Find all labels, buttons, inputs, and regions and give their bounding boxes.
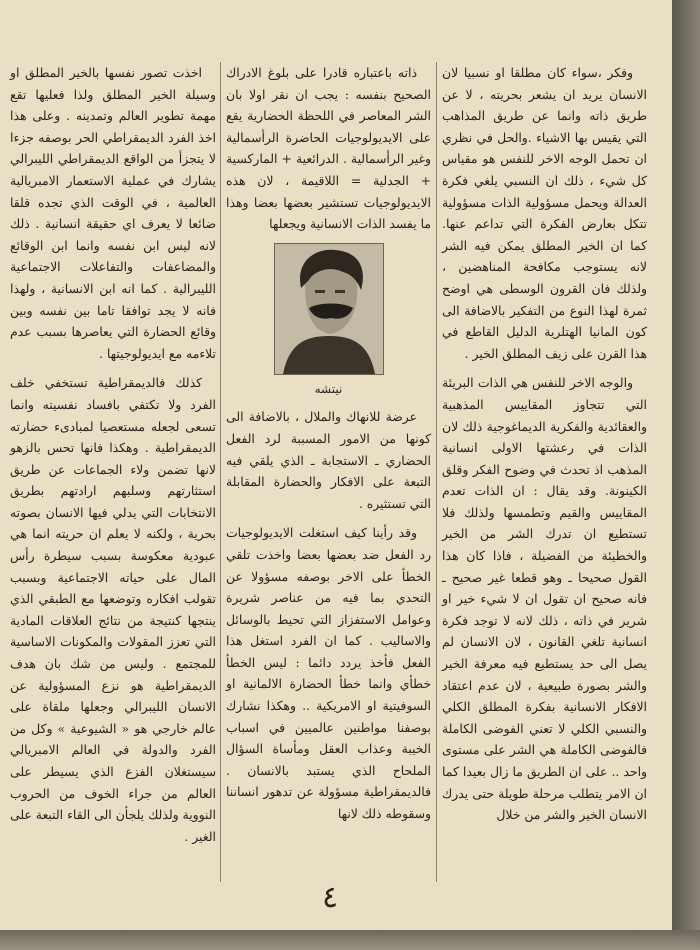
paragraph: وفكر ،سواء كان مطلقا او نسبيا لان الانسان يريد ان يشعر بحريته ، لا عن طريق ذاته وانما عن طريق المذاهب التي يقيس بها الاشياء .والحل في نظري ان تحمل الوجه الاخر للنفس هو مقياس كل شيء ، ذلك ان النسبي يلغي فكرة العدالة ويحمل مسؤولية الذات مسؤولية تتكل بعارض الفكرة التي تداعم عنها. كما ان الخير المطلق يمكن فيه الشر لانه يستوجب مكافحة المناهضين ، ولذلك فان القرون الوسطى هي اوضح ثمرة لهذا النوع من التفكير بالاضافة الى كون المانيا الهتلرية الدليل القاطع في هذا القرن على زيف المطلق الخير . — [442, 65, 647, 361]
column-right — [442, 62, 647, 834]
scan-edge-right — [672, 0, 700, 950]
column-divider — [220, 62, 221, 882]
paragraph: اخذت تصور نفسها بالخير المطلق او وسيلة الخير المطلق ولذا فعليها تقع مهمة تطوير العالم وتمدينه . وعلى هذا اخذ الفرد الديمقراطي الحر بوصفه جزءا لا يتجزأ من الواقع الديمقراطي الليبرالي يشارك في عملية الاستعمار الامبريالية العالمية ، في الوقت الذي تجده قلقا ضائعا لا يعرف اي حقيقة انسانية . ذلك لانه ليس ابن نفسه وانما ابن الوقائع والمضاعفات والتفاعلات الاجتماعية الليبرالية . كما انه ابن الانسانية ، ولهذا فانه لا يجد توافقا تاما بين نفسه وبين وقائع الحضارة التي يعاصرها بسبب عدم تلاءمه مع ايديولوجيتها . — [10, 65, 216, 361]
paragraph: كذلك فالديمقراطية تستخفي خلف الفرد ولا تكتفي بافساد نفسيته وانما تسعى لجعله مستعصيا لمبادىء حضارته الديمقراطية . وهكذا فانها تحس بالزهو لانها تضمن ولاء الجماعات عن طريق استثارتهم وسلبهم ارادتهم بطريق الانتخابات التي يدلي فيها الانسان بصوته بحرية ، ولكنه لا يعلم ان حريته انما هي عبودية معكوسة بسبب سيطرة رأس المال على حياته الاجتماعية وبسبب تقولب افكاره وتوضعها مع الطبقي الذي ينتجها كنتيجة من نتائج العلاقات المادية التي تعزز المقولات والمكونات الاساسية للمجتمع . وليس من شك بان هدف الديمقراطية هو نزع المسؤولية عن الانسان الليبرالي وجعلها ملقاة على عالم خارجي هو « الشيوعية » وكل من الفرد والدولة في العالم الامبريالي سيستغلان الفزع الذي يسيطر على العالم من جراء الخوف من الحروب النووية ولذلك يلجأن الى القاء التبعة على الغير . — [10, 375, 216, 844]
page-number: ٤ — [321, 880, 339, 915]
scan-edge-bottom — [0, 930, 700, 950]
column-middle — [226, 62, 431, 833]
nietzsche-portrait-icon — [275, 244, 383, 374]
portrait-caption: نيتشه — [314, 381, 343, 396]
column-divider — [436, 62, 437, 882]
paragraph: والوجه الاخر للنفس هي الذات البريئة التي تتجاوز المقاييس المذهبية والعقائدية والفكرية الديماغوجية ذلك لان الذات في رعشتها الاولى انسانية المذهب اذ تحدث في وضوح الفكر وقلق الكينونة. وقد يقال : ان الذات تعدم المقاييس والقيم وتطمسها ولذلك فلا تستطيع ان تدرك الشر من الخير والخطيئة من الفضيلة ، فاذا كان هذا القول صحيحا ـ وهو قطعا غير صحيح ـ فانه صحيح ان تقول ان لا شيء خير او شرير في ذاته ، ذلك لانه لا توجد فكرة انسانية تلغي القانون ، لان الانسان لم يصل الى حد يستطيع فيه معرفة الخير والشر بصورة طبيعية ، لان عدم اعتقاد الافكار الانسانية بفكرة المطلق الكلي والنسبي الكلي لا تعني الفوضى الكاملة فالفوضى الكاملة هي الشر على مستوى واحد .. على ان الطريق ما زال بعيدا كما ان الامر يتطلب مرحلة طويلة حتى يدرك الانسان الخير والشر من خلال — [442, 375, 647, 823]
column-left — [10, 62, 216, 855]
paragraph: وقد رأينا كيف استغلت الايديولوجيات رد الفعل ضد بعضها بعضا واخذت تلقي الخطأ على الاخر بوصفه مسؤولا عن التحدي بما فيه من عناصر شريرة وعوامل الاستفزاز التي تحيط بالوسائل والاساليب . كما ان الفرد استغل هذا الفعل فأخذ يردد دائما : ليس الخطأ خطأي وانما خطأ الحضارة الالمانية او السوفيتية او الامريكية .. وهكذا نشارك بوصفنا مواطنين عالميين في اسباب الخيبة وعذاب العقل ومأساة السؤال الملحاح الذي يستبد بالانسان . فالديمقراطية مسؤولة عن تدهور انساننا وسقوطه ذلك لانها — [226, 525, 431, 822]
paragraph: عرضة للانهاك والملال ، بالاضافة الى كونها من الامور المسببة لرد الفعل الحضاري ـ الاستجابة ـ الذي يلقي فيه التبعة على الافكار والحضارة المقابلة التي تستثيره . — [226, 409, 431, 511]
portrait-photo — [274, 243, 384, 375]
paragraph: ذاته باعتباره قادرا على بلوغ الادراك الصحيح بنفسه : يجب ان نقر اولا بان الشر المعاصر في اللحظة الحضارية يقع على الايديولوجيات الحاضرة الرأسمالية وغير الرأسمالية . الدرائعية + الماركسية + الجدلية = اللاقيمة ، لان هذه الايديولوجيات تستشير بعضها بعضا وهذا ما يفسد الذات الانسانية ويجعلها — [226, 65, 431, 232]
